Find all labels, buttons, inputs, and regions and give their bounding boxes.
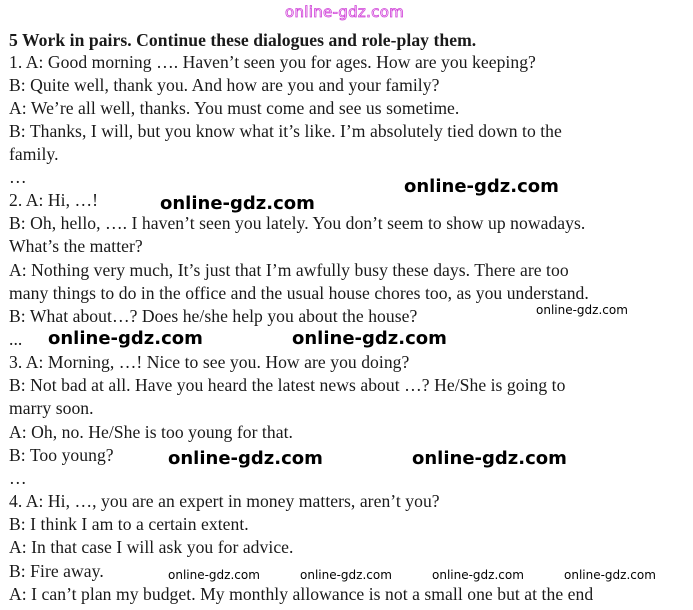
dialogue-line: 4. A: Hi, …, you are an expert in money matters, aren’t you?: [9, 491, 440, 511]
watermark: online-gdz.com: [564, 568, 656, 582]
dialogue-line: A: Nothing very much, It’s just that I’m awfully busy these days. There are too: [9, 260, 569, 280]
watermark: online-gdz.com: [160, 193, 315, 214]
dialogue-line: B: Thanks, I will, but you know what it’s like. I’m absolutely tied down to the: [9, 121, 562, 141]
dialogue-line: 2. A: Hi, …!: [9, 190, 99, 210]
dialogue-line: ...: [9, 329, 23, 349]
watermark: online-gdz.com: [292, 328, 447, 349]
dialogue-line: A: We’re all well, thanks. You must come and see us sometime.: [9, 98, 460, 118]
dialogue-line: family.: [9, 144, 59, 164]
dialogue-line: many things to do in the office and the usual house chores too, as you understand.: [9, 283, 589, 303]
dialogue-line: marry soon.: [9, 398, 94, 418]
dialogue-line: B: Quite well, thank you. And how are you and your family?: [9, 75, 440, 95]
watermark: online-gdz.com: [536, 303, 628, 317]
dialogue-line: B: I think I am to a certain extent.: [9, 514, 249, 534]
watermark: online-gdz.com: [48, 328, 203, 349]
watermark: online-gdz.com: [404, 176, 559, 197]
dialogue-line: What’s the matter?: [9, 236, 143, 256]
dialogue-line: B: Too young?: [9, 445, 114, 465]
watermark: online-gdz.com: [432, 568, 524, 582]
header-watermark: online-gdz.com: [285, 3, 405, 21]
exercise-heading: 5 Work in pairs. Continue these dialogues and role-play them.: [9, 30, 477, 50]
dialogue-line: B: Oh, hello, …. I haven’t seen you lately. You don’t seem to show up nowadays.: [9, 213, 586, 233]
dialogue-line: …: [9, 468, 27, 488]
dialogue-line: B: Fire away.: [9, 561, 104, 581]
watermark: online-gdz.com: [412, 448, 567, 469]
dialogue-line: B: Not bad at all. Have you heard the latest news about …? He/She is going to: [9, 375, 566, 395]
watermark: online-gdz.com: [300, 568, 392, 582]
watermark: online-gdz.com: [168, 568, 260, 582]
dialogue-line: 1. A: Good morning …. Haven’t seen you for ages. How are you keeping?: [9, 52, 536, 72]
dialogue-line: …: [9, 167, 27, 187]
watermark: online-gdz.com: [168, 448, 323, 469]
dialogue-line: B: What about…? Does he/she help you about the house?: [9, 306, 418, 326]
dialogue-line: A: In that case I will ask you for advice.: [9, 537, 294, 557]
dialogue-line: A: I can’t plan my budget. My monthly allowance is not a small one but at the end: [9, 584, 594, 604]
dialogue-line: A: Oh, no. He/She is too young for that.: [9, 422, 293, 442]
dialogue-line: 3. A: Morning, …! Nice to see you. How are you doing?: [9, 352, 410, 372]
